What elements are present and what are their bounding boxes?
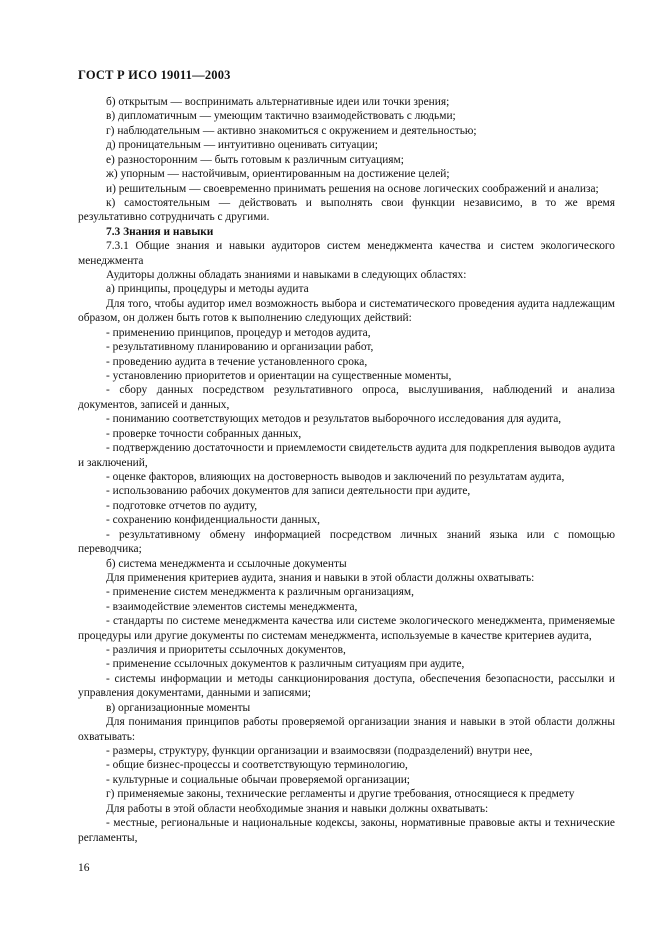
paragraph: - подготовке отчетов по аудиту, [106, 499, 258, 512]
paragraph: д) проницательным — интуитивно оценивать ситуации; [106, 139, 378, 152]
paragraph: Для применения критериев аудита, знания и навыки в этой области должны охватывать: [106, 571, 535, 584]
paragraph: е) разносторонним — быть готовым к различным ситуациям; [106, 153, 404, 166]
section-heading: 7.3 Знания и навыки [106, 225, 214, 238]
paragraph: в) организационные моменты [106, 701, 251, 714]
paragraph: - применение систем менеджмента к различным организациям, [106, 586, 414, 599]
paragraph: - системы информации и методы санкционирования доступа, обеспечения безопасности, рассылки и управления документами, данными и записями; [78, 672, 615, 700]
paragraph: б) система менеджмента и ссылочные документы [106, 557, 347, 570]
paragraph: Для того, чтобы аудитор имел возможность выбора и систематического проведения аудита надлежащим образом, он должен быть готов к выполнению следующих действий: [78, 297, 615, 325]
paragraph: - стандарты по системе менеджмента качества или системе экологического менеджмента, применяемые процедуры или другие документы по системам менеджмента, используемые в качестве критериев аудита, [78, 615, 615, 642]
paragraph: - различия и приоритеты ссылочных документов, [106, 644, 346, 657]
paragraph: б) открытым — воспринимать альтернативные идеи или точки зрения; [106, 96, 450, 108]
paragraph: Для понимания принципов работы проверяемой организации знания и навыки в этой области должны охватывать: [78, 716, 615, 743]
paragraph: - проведению аудита в течение установленного срока, [106, 355, 368, 368]
paragraph: - применению принципов, процедур и методов аудита, [106, 326, 371, 339]
paragraph: к) самостоятельным — действовать и выполнять свои функции независимо, в то же время результативно сотрудничать с другими. [78, 196, 615, 224]
document-header: ГОСТ Р ИСО 19011—2003 [78, 68, 231, 82]
paragraph: - использованию рабочих документов для записи деятельности при аудите, [106, 485, 471, 498]
paragraph: - результативному обмену информацией посредством личных знаний языка или с помощью переводчика; [78, 528, 615, 556]
paragraph: и) решительным — своевременно принимать решения на основе логических соображений и анализа; [106, 182, 599, 195]
paragraph: - культурные и социальные обычаи проверяемой организации; [106, 773, 410, 786]
paragraph: - проверке точности собранных данных, [106, 427, 302, 440]
paragraph: 7.3.1 Общие знания и навыки аудиторов систем менеджмента качества и систем экологического менеджмента [78, 240, 615, 267]
document-body [78, 95, 615, 845]
paragraph: г) применяемые законы, технические регламенты и другие требования, относящиеся к предмету [106, 788, 575, 801]
paragraph: в) дипломатичным — умеющим тактично взаимодействовать с людьми; [106, 110, 456, 123]
paragraph: - общие бизнес-процессы и соответствующую терминологию, [106, 759, 408, 772]
paragraph: - взаимодействие элементов системы менеджмента, [106, 600, 358, 613]
paragraph: - оценке факторов, влияющих на достоверность выводов и заключений по результатам аудита, [106, 470, 565, 483]
paragraph: а) принципы, процедуры и методы аудита [106, 283, 309, 296]
paragraph: - сохранению конфиденциальности данных, [106, 514, 320, 527]
paragraph: Для работы в этой области необходимые знания и навыки должны охватывать: [106, 802, 489, 815]
paragraph: - пониманию соответствующих методов и результатов выборочного исследования для аудита, [106, 413, 562, 426]
paragraph: - подтверждению достаточности и приемлемости свидетельств аудита для подкрепления выводов аудита и заключений, [78, 442, 615, 469]
paragraph: - сбору данных посредством результативного опроса, выслушивания, наблюдений и анализа документов, записей и данных, [78, 384, 615, 411]
paragraph: - местные, региональные и национальные кодексы, законы, нормативные правовые акты и технические регламенты, [78, 817, 615, 844]
paragraph: - размеры, структуру, функции организации и взаимосвязи (подразделений) внутри нее, [106, 744, 533, 757]
page-number: 16 [78, 862, 90, 874]
paragraph: - установлению приоритетов и ориентации на существенные моменты, [106, 370, 452, 383]
paragraph: - применение ссылочных документов к различным ситуациям при аудите, [106, 658, 465, 671]
paragraph: г) наблюдательным — активно знакомиться с окружением и деятельностью; [106, 124, 477, 137]
paragraph: Аудиторы должны обладать знаниями и навыками в следующих областях: [106, 269, 467, 282]
paragraph: ж) упорным — настойчивым, ориентированным на достижение целей; [106, 168, 450, 181]
paragraph: - результативному планированию и организации работ, [106, 341, 374, 354]
